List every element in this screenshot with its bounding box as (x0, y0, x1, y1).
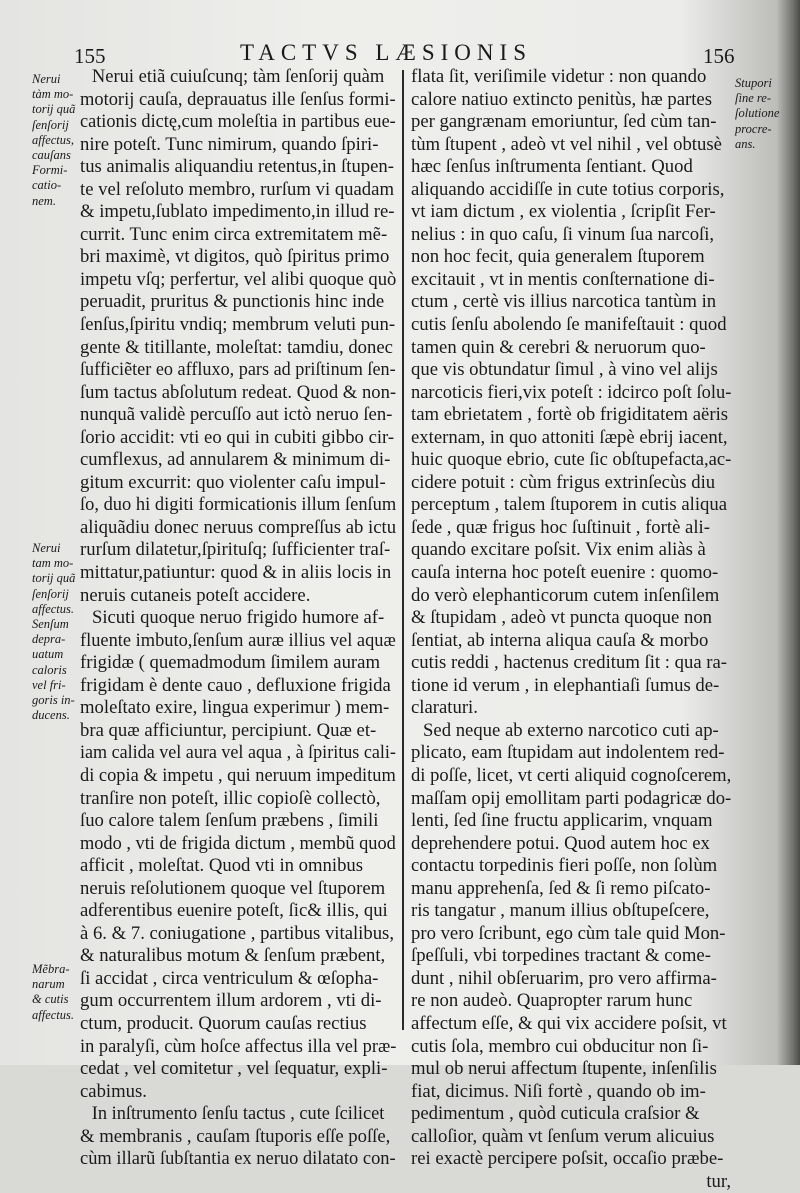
text-line: afficit , moleſtat. Quod vti in omnibus (80, 855, 364, 877)
margin-note-line: affectus. (32, 1007, 75, 1022)
text-line: cedat , vel comitetur , vel ſequatur, expli- (80, 1058, 388, 1080)
text-line: ſorio accidit: vti eo qui in cubiti gibbo cir- (80, 426, 395, 448)
text-line: aliquãdiu donec neruus compreſſus ab ictu (80, 516, 397, 538)
text-line: non hoc fecit, quia generalem ſtuporem (411, 246, 705, 268)
text-line: cabimus. (80, 1080, 147, 1102)
margin-note-line: nem. (32, 193, 56, 208)
margin-note-line: ſine re- (735, 91, 771, 106)
text-line: tione id verum , in elephantiaſi ſumus de- (411, 674, 720, 696)
margin-note-line: ſenſorij (32, 117, 69, 132)
margin-note-formication (32, 72, 75, 209)
text-line: cutis ſenſu abolendo ſe manifeſtauit : quod (411, 314, 727, 336)
text-line: cauſa interna hoc poteſt euenire : quomo- (411, 562, 719, 584)
text-line: Sicuti quoque neruo frigido humore af- (91, 607, 385, 629)
text-line: nunquã validè percuſſo aut ictò neruo ſen- (80, 404, 393, 426)
text-line: nelius : in quo caſu, ſi vinum ſua narcoſi, (411, 223, 715, 245)
text-line: tranſire non poteſt, illic copioſè collectò, (80, 787, 381, 809)
margin-note-stupor (735, 76, 779, 152)
text-line: neruis cutaneis poteſt accidere. (80, 584, 311, 606)
text-line: bri maximè, vt digitos, quò ſpiritus primo (80, 246, 390, 268)
page-number-left: 155 (74, 44, 106, 68)
right-text-column (411, 66, 731, 1193)
text-line: externam, in quo attoniti ſæpè ebrij iacent, (411, 426, 728, 448)
text-line: ſum tactus abſolutum redeat. Quod & non- (80, 381, 397, 403)
text-line: & ſtupidam , adeò vt puncta quoque non (411, 607, 713, 629)
text-line: ſenſus,ſpiritu vndiq; membrum veluti pun- (80, 314, 396, 336)
text-line: mul ob nerui affectum ſtupente, inſenſilis (411, 1058, 717, 1080)
text-line: frigidam è dente cauo , defluxione frigida (80, 674, 391, 696)
margin-note-line: Senſum (32, 617, 69, 632)
margin-note-line: Mẽbra- (32, 962, 70, 976)
text-line: tus animalis aliquandiu retentus,in ſtupen- (80, 156, 394, 178)
text-line: maſſam opij emollitam parti podagricæ do- (411, 787, 732, 809)
margin-note-line: Nerui (32, 72, 61, 86)
margin-note-line: torij quã (32, 571, 76, 586)
page-number-right: 156 (703, 44, 735, 68)
text-line: calore natiuo extincto penitùs, hæ partes (411, 88, 712, 110)
text-line: re non audeò. Quapropter rarum hunc (411, 990, 693, 1012)
text-line: tùm ſtupent , adeò vt vel nihil , vel obtusè (411, 133, 722, 155)
text-line: di copia & impetu , qui neruum impeditum (80, 764, 396, 786)
text-line: cidere potuit : cùm frigus extrinſecùs diu (411, 471, 716, 493)
margin-note-line: tàm mo- (32, 87, 74, 102)
text-line: quando excitare poſsit. Vix enim aliàs à (411, 539, 706, 561)
margin-note-line: depra- (32, 632, 66, 647)
text-line: deprehendere potui. Quod autem hoc ex (411, 832, 710, 854)
text-line: manu apprehenſa, ſed & ſi remo piſcato- (411, 877, 711, 899)
text-line: aliquando accidiſſe in cute totius corporis, (411, 178, 725, 200)
text-line: fluente imbuto,ſenſum auræ illius vel aquæ (80, 629, 396, 651)
margin-note-line: procre- (735, 121, 772, 136)
text-line: hæc ſenſus inſtrumenta ſentiant. Quod (411, 156, 693, 178)
text-line: ſuo calore talem ſenſum præbens , ſimili (80, 810, 379, 832)
text-line: cutis ſola, membro cui obducitur non ſi- (411, 1035, 709, 1057)
text-line: do verò elephanticorum cutem inſenſilem (411, 584, 720, 606)
text-line: rei exactè percipere poſsit, occaſio præbe- (411, 1148, 724, 1170)
text-line: cùm illarũ ſubſtantia ex neruo dilatato con- (80, 1148, 396, 1170)
text-line: excitauit , vt in mentis conſternatione di- (411, 268, 715, 290)
text-line: mittatur,patiuntur: quod & in aliis locis in (80, 562, 392, 584)
text-line: vt iam dictum , ex violentia , ſcripſit Fer- (411, 201, 716, 223)
text-line: gum occurrentem illum ardorem , vti di- (80, 990, 382, 1012)
text-line: & impetu,ſublato impedimento,in illud re- (80, 201, 395, 223)
text-line: affectum eſſe, & qui vix accidere poſsit, vt (411, 1012, 727, 1034)
text-line: ctum, producit. Quorum cauſas rectius (80, 1012, 367, 1034)
text-line: neruis reſolutionem quoque vel ſtuporem (80, 877, 386, 899)
text-line: & naturalibus motum & ſenſum præbent, (80, 945, 386, 967)
margin-note-line: cauſans (32, 148, 71, 163)
margin-note-line: ſolutione (735, 106, 780, 121)
margin-note-line: caloris (32, 662, 67, 677)
margin-note-line: torij quã (32, 102, 76, 117)
text-line: perceptum , talem ſtuporem in cutis aliqua (411, 494, 728, 516)
text-line: moleſtato exire, lingua experimur ) mem- (80, 697, 390, 719)
text-line: dunt , nihil obſeruarim, pro vero affirma- (411, 967, 717, 989)
text-line: ris tangatur , manum illius obſtupeſcere, (411, 900, 710, 922)
text-line: impetu vſq; perfertur, vel alibi quoque quò (80, 268, 397, 290)
text-line: in paralyſi, cùm hoſce affectus illa vel præ- (80, 1035, 397, 1057)
margin-note-line: goris in- (32, 693, 75, 708)
margin-note-line: Formi- (32, 163, 68, 178)
margin-note-line: & cutis (32, 992, 69, 1007)
text-line: ſo, duo hi digiti formicationis illum ſenſum (80, 494, 397, 516)
margin-note-line: uatum (32, 647, 64, 662)
text-line: bra quæ afficiuntur, percipiunt. Quæ et- (80, 719, 377, 741)
text-line: contactu torpedinis fieri poſſe, non ſolùm (411, 855, 718, 877)
text-line: huic quoque ebrio, cute ſic obſtupefacta,ac- (411, 449, 732, 471)
text-line: ſi accidat , circa ventriculum & œſopha- (80, 967, 379, 989)
text-line: ſede , quæ frigus hoc ſuſtinuit , fortè ali- (411, 516, 710, 538)
text-line: fiat, dicimus. Niſi fortè , quando ob im- (411, 1080, 706, 1102)
text-line: calloſior, quàm vt ſenſum verum alicuius (411, 1125, 715, 1147)
text-line: cationis dictę,cum moleſtia in partibus eue- (80, 111, 396, 133)
text-line: ctum , certè vis illius narcotica tantùm in (411, 291, 717, 313)
text-line: que vis obtundatur ſimul , à vino vel alijs (411, 359, 718, 381)
margin-note-line: vel fri- (32, 677, 66, 692)
text-line: motorij cauſa, deprauatus ille ſenſus formi- (80, 88, 396, 110)
text-line: di poſſe, licet, vt certi aliquid cognoſcerem, (411, 764, 732, 786)
text-line: adferentibus euenire poteſt, ſic& illis, qui (80, 900, 388, 922)
margin-note-membranes (32, 962, 74, 1023)
margin-note-line: tam mo- (32, 556, 74, 571)
text-line: tam ebrietatem , fortè ob frigiditatem aëris (411, 404, 729, 426)
text-line: pedimentum , quòd cuticula craſsior & (411, 1103, 700, 1125)
margin-note-heat-cold (32, 541, 75, 723)
text-line: modo , vti de frigida dictum , membũ quod (80, 832, 396, 854)
text-line: rurſum dilatetur,ſpirituſq; ſufficienter traſ- (80, 539, 391, 561)
text-line: claraturi. (411, 697, 478, 719)
column-divider (402, 70, 404, 1030)
text-line: ſentiat, ab interna aliqua cauſa & morbo (411, 629, 709, 651)
text-line: pro vero ſcribunt, ego cùm tale quid Mon- (411, 922, 726, 944)
margin-note-line: ſenſorij (32, 586, 69, 601)
margin-note-line: ans. (735, 136, 756, 151)
text-line: per gangrænam emoriuntur, ſed cùm tan- (411, 111, 717, 133)
text-line: lenti, ſed ſine fructu applicarim, vnquam (411, 810, 713, 832)
running-title: TACTVS LÆSIONIS (240, 40, 532, 65)
margin-note-line: affectus. (32, 601, 75, 616)
text-line: & membranis , cauſam ſtuporis eſſe poſſe, (80, 1125, 391, 1147)
text-line: plicato, eam ſtupidam aut indolentem red- (411, 742, 725, 764)
text-line: te vel reſoluto membro, rurſum vi quadam (80, 178, 394, 200)
text-line: iam calida vel aura vel aqua , à ſpiritus cali- (80, 742, 396, 764)
margin-note-line: narum (32, 977, 65, 992)
text-line: narcoticis fieri,vix poteſt : idcirco poſt ſolu- (411, 381, 732, 403)
text-line: Sed neque ab externo narcotico cuti ap- (423, 719, 719, 741)
text-line: gitum excurrit: quo violenter caſu impul- (80, 471, 386, 493)
text-line: ſpeſſuli, vbi torpedines tractant & come- (411, 945, 711, 967)
left-text-column (80, 66, 396, 1171)
text-line: In inſtrumento ſenſu tactus , cute ſcilicet (91, 1103, 385, 1125)
text-line: Nerui etiã cuiuſcunq; tàm ſenſorij quàm (91, 66, 385, 87)
margin-note-line: catio- (32, 178, 62, 193)
margin-note-line: affectus, (32, 132, 75, 147)
text-line: cutis reddi , hactenus creditum ſit : qua ra- (411, 652, 728, 674)
margin-note-line: Stupori (735, 76, 772, 90)
margin-note-line: Nerui (32, 541, 61, 555)
text-line: frigidæ ( quemadmodum ſimilem auram (80, 652, 380, 674)
page-edge-shadow (778, 0, 800, 1065)
text-line: currit. Tunc enim circa extremitatem mẽ- (80, 223, 388, 245)
text-line: flata ſit, veriſimile videtur : non quando (411, 66, 707, 87)
margin-note-line: ducens. (32, 708, 70, 723)
text-line: ſufficiẽter eo affluxo, pars ad priſtinum ſen- (80, 359, 396, 381)
text-line: cumflexus, ad annularem & minimum di- (80, 449, 391, 471)
text-line: tamen quin & cerebri & neruorum quo- (411, 336, 706, 358)
text-line: nire poteſt. Tunc nimirum, quando ſpiri- (80, 133, 379, 155)
text-line: tur, (706, 1170, 731, 1192)
text-line: gente & titillante, moleſtat: tamdiu, donec (80, 336, 393, 358)
text-line: peruadit, pruritus & punctionis hinc inde (80, 291, 385, 313)
text-line: à 6. & 7. coniugatione , partibus vitalibus, (80, 922, 395, 944)
